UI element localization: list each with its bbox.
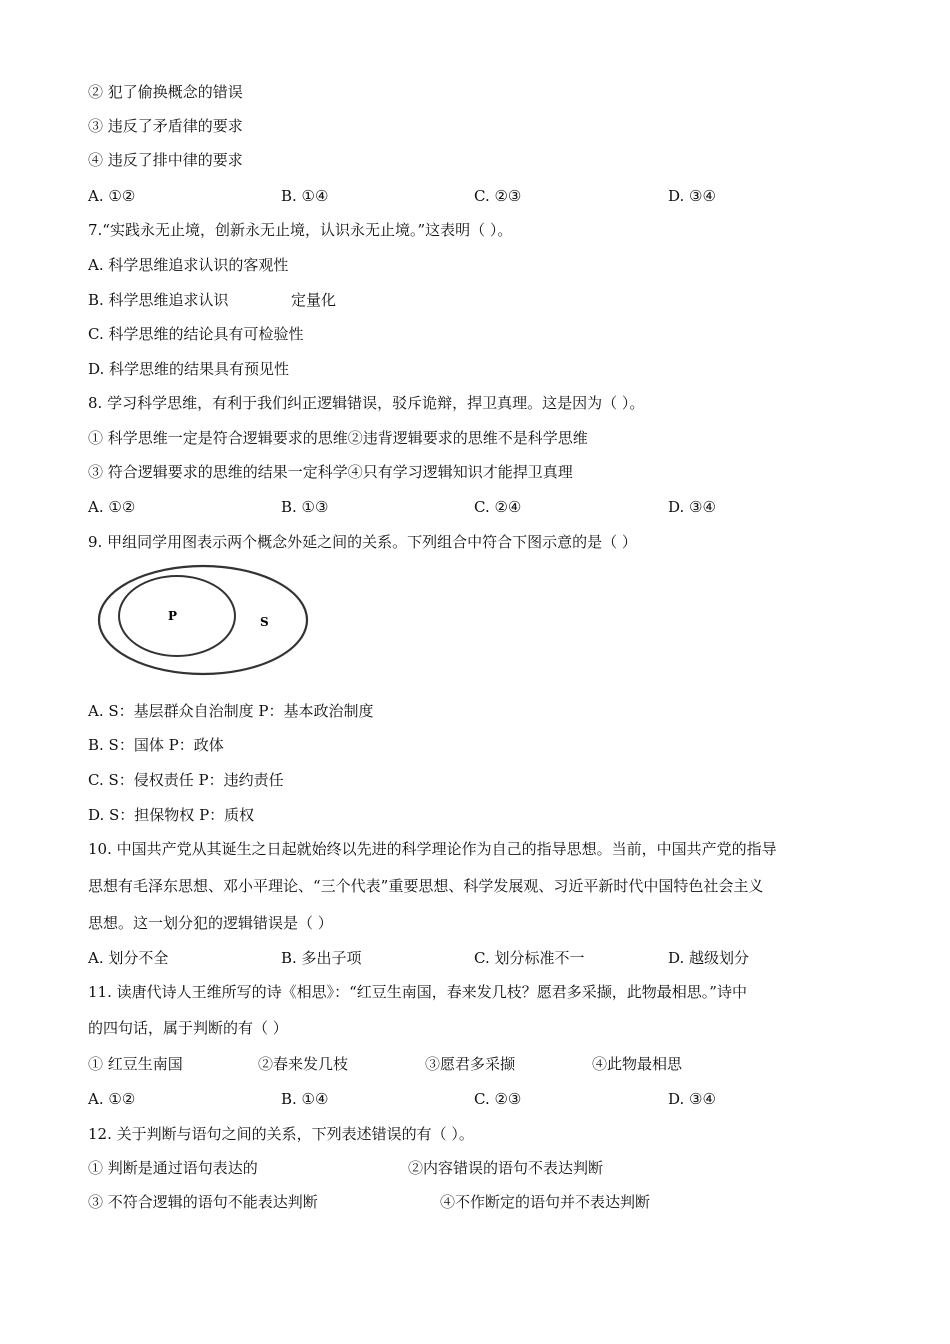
q11-stem-line-1: 11. 读唐代诗人王维所写的诗《相思》：“红豆生南国，春来发几枝？愿君多采撷，此物最相思。”诗中	[88, 983, 747, 1001]
q7-option-b[interactable]	[88, 290, 488, 310]
q8-option-a[interactable]: A. ①②	[88, 498, 136, 516]
q11-option-a[interactable]: A. ①②	[88, 1090, 136, 1108]
q12-stem: 12. 关于判断与语句之间的关系，下列表述错误的有（ ）。	[88, 1125, 474, 1143]
q8-option-b[interactable]: B. ①③	[281, 498, 329, 516]
q7-option-a[interactable]: A. 科学思维追求认识的客观性	[88, 256, 289, 274]
q11-stem-line-2: 的四句话，属于判断的有（ ）	[88, 1019, 288, 1037]
q11-option-d[interactable]: D. ③④	[668, 1090, 716, 1108]
q7-option-b-text: B. 科学思维追求认识	[88, 291, 229, 309]
inner-label-p: P	[168, 609, 178, 623]
q8-option-c[interactable]: C. ②④	[474, 498, 522, 516]
q10-option-d[interactable]: D. 越级划分	[668, 949, 750, 967]
q8-stem: 8. 学习科学思维，有利于我们纠正逻辑错误，驳斥诡辩，捍卫真理。这是因为（ ）。	[88, 394, 645, 412]
q12-item-3: ③ 不符合逻辑的语句不能表达判断	[88, 1193, 318, 1211]
q7-stem: 7.“实践永无止境，创新永无止境，认识永无止境。”这表明（ ）。	[88, 221, 513, 239]
q8-option-d[interactable]: D. ③④	[668, 498, 716, 516]
q10-stem-line-3: 思想。这一划分犯的逻辑错误是（ ）	[88, 914, 333, 932]
q9-stem: 9. 甲组同学用图表示两个概念外延之间的关系。下列组合中符合下图示意的是（ ）	[88, 533, 637, 551]
q10-option-a[interactable]: A. 划分不全	[88, 949, 169, 967]
q12-item-4: ④不作断定的语句并不表达判断	[440, 1193, 651, 1211]
q9-option-c[interactable]: C. S：侵权责任 P：违约责任	[88, 771, 284, 789]
q6-item-2: ② 犯了偷换概念的错误	[88, 83, 243, 101]
q6-option-c[interactable]: C. ②③	[474, 187, 522, 205]
q10-stem-line-1: 10. 中国共产党从其诞生之日起就始终以先进的科学理论作为自己的指导思想。当前，中国共产党的指导	[88, 840, 777, 858]
q8-items-line-2: ③ 符合逻辑要求的思维的结果一定科学④只有学习逻辑知识才能捍卫真理	[88, 463, 573, 481]
q11-item-4: ④此物最相思	[592, 1055, 683, 1073]
q10-option-c[interactable]: C. 划分标准不一	[474, 949, 585, 967]
q11-item-2: ②春来发几枝	[258, 1055, 349, 1073]
q12-item-1: ① 判断是通过语句表达的	[88, 1159, 258, 1177]
q12-items-line-1	[88, 1124, 474, 1144]
q6-option-a[interactable]: A. ①②	[88, 187, 136, 205]
q10-stem-line-2: 思想有毛泽东思想、邓小平理论、“三个代表”重要思想、科学发展观、习近平新时代中国特色社会主义	[88, 877, 764, 895]
q6-option-b[interactable]: B. ①④	[281, 187, 329, 205]
q10-option-b[interactable]: B. 多出子项	[281, 949, 362, 967]
q6-option-d[interactable]: D. ③④	[668, 187, 716, 205]
q9-option-a[interactable]: A. S：基层群众自治制度 P：基本政治制度	[88, 702, 374, 720]
q11-item-3: ③愿君多采撷	[425, 1055, 516, 1073]
q9-option-b[interactable]: B. S：国体 P：政体	[88, 736, 224, 754]
q12-item-2: ②内容错误的语句不表达判断	[408, 1159, 604, 1177]
outer-ellipse-s	[99, 566, 307, 674]
q7-option-c[interactable]: C. 科学思维的结论具有可检验性	[88, 325, 304, 343]
q6-item-4: ④ 违反了排中律的要求	[88, 151, 243, 169]
q7-option-d[interactable]: D. 科学思维的结果具有预见性	[88, 360, 290, 378]
outer-label-s: S	[260, 615, 269, 629]
q9-option-d[interactable]: D. S：担保物权 P：质权	[88, 806, 255, 824]
q7-option-b-tail: 定量化	[291, 291, 337, 309]
q11-option-c[interactable]: C. ②③	[474, 1090, 522, 1108]
venn-diagram	[96, 560, 316, 680]
q11-option-b[interactable]: B. ①④	[281, 1090, 329, 1108]
q11-item-1: ① 红豆生南国	[88, 1055, 183, 1073]
q8-items-line-1: ① 科学思维一定是符合逻辑要求的思维②违背逻辑要求的思维不是科学思维	[88, 429, 588, 447]
q6-item-3: ③ 违反了矛盾律的要求	[88, 117, 243, 135]
